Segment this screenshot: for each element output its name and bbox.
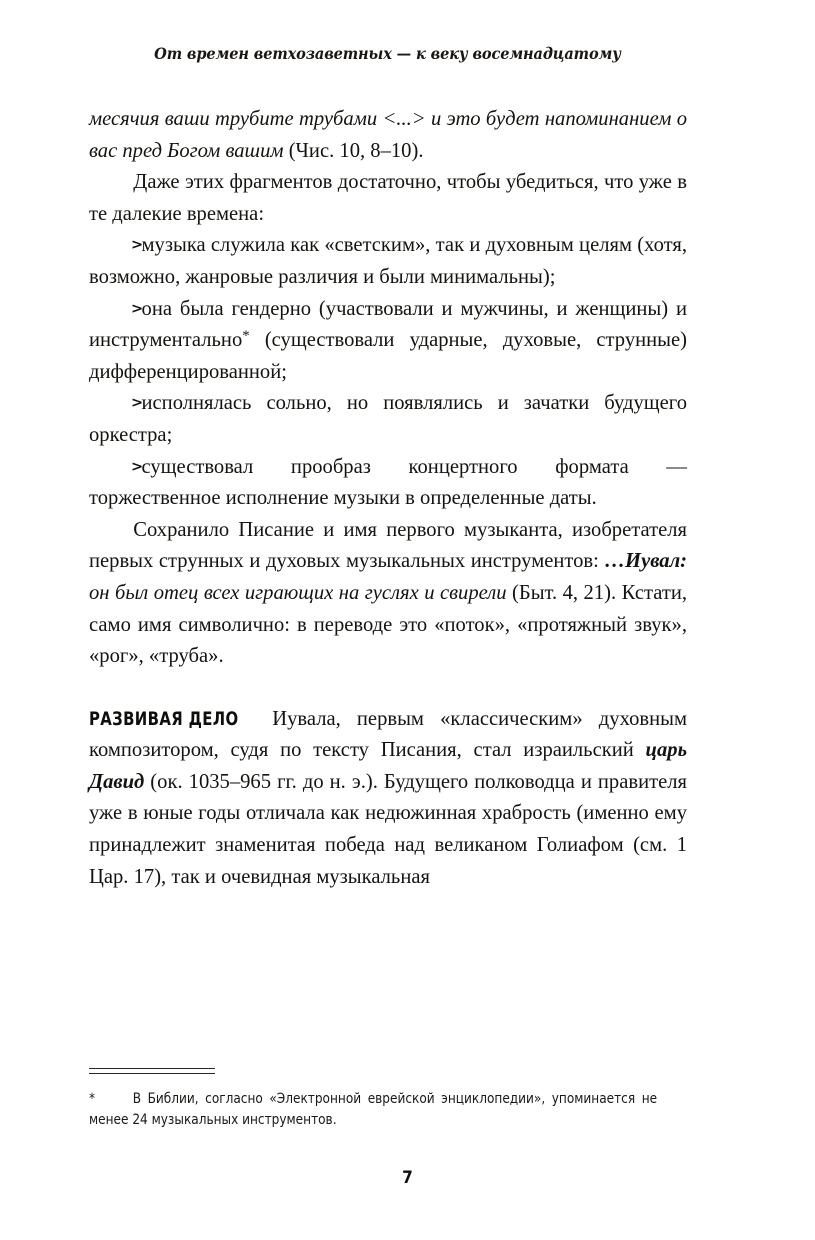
scripture-quote-italic-run: он был отец всех играющих на гуслях и свирели (89, 581, 507, 604)
list-item (89, 388, 687, 451)
scripture-name-bold-italic: …Иувал: (604, 550, 687, 573)
footnote (89, 1089, 657, 1131)
section-text-after-name: (ок. 1035–965 гг. до н. э.). Будущего полководца и правителя уже в юные годы отличала как недюжинная храбрость (именно ему принадлежит знаменитая победа над великаном Голиафом (см. 1 Цар. 17), так и очевидная музыкальная (89, 770, 687, 888)
footnote-body-text: В Библии, согласно «Электронной еврейской энциклопедии», упоминается не менее 24 музыкальных инструментов. (89, 1091, 658, 1128)
running-head: От времен ветхозаветных — к веку восемнадцатому (154, 44, 621, 63)
list-item-text: она была гендерно (участвовали и мужчины, и женщины) и инструментально (89, 297, 687, 352)
scripture-tail-text: (Быт. 4, 21). Кстати, само имя символично: в переводе это «поток», «протяжный звук», «рог», «труба». (89, 581, 687, 668)
list-item-text: существовал прообраз концертного формата — торжественное исполнение музыки в определенные даты. (89, 455, 687, 510)
section-text-before-name: Иувала, первым «классическим» духовным композитором, судя по тексту Писания, стал израильский (89, 707, 687, 762)
chevron-bullet-icon: > (131, 458, 144, 475)
section-lead-in-heading: РАЗВИВАЯ ДЕЛО (89, 708, 239, 730)
footnote-separator-rule (89, 1068, 215, 1074)
bullet-list (89, 230, 687, 514)
scripture-quote-paragraph (89, 104, 687, 167)
text-column (89, 104, 687, 893)
intro-paragraph: Даже этих фрагментов достаточно, чтобы убедиться, что уже в те далекие времена: (89, 171, 687, 225)
chevron-bullet-icon: > (131, 300, 144, 317)
footnote-reference-mark: * (242, 327, 250, 344)
scripture-quote-italic: месячия ваши трубите трубами <...> и это будет напоминанием о вас пред Богом вашим (89, 108, 687, 162)
section-paragraph (89, 704, 687, 894)
footnote-zone (89, 1068, 687, 1131)
footnote-mark: * (89, 1091, 96, 1107)
scripture-paragraph (89, 515, 687, 673)
list-item-text: музыка служила как «светским», так и духовным целям (хотя, возможно, жанровые различия и были минимальны); (89, 234, 687, 288)
page-number: 7 (402, 1168, 413, 1188)
list-item-text-continued: (существовали ударные, духовые, струнные) дифференцированной; (89, 329, 687, 383)
list-item (89, 294, 687, 389)
chevron-bullet-icon: > (131, 237, 144, 254)
section-name-bold-italic: царь Давид (89, 739, 687, 793)
list-item-text: исполнялась сольно, но появлялись и зачатки будущего оркестра; (89, 392, 687, 446)
scripture-quote-reference: (Чис. 10, 8–10). (283, 139, 424, 162)
list-item (89, 452, 687, 515)
chevron-bullet-icon: > (131, 395, 144, 412)
list-item (89, 230, 687, 293)
scripture-lead-text: Сохранило Писание и имя первого музыканта, изобретателя первых струнных и духовых музыкальных инструментов: (89, 518, 687, 573)
